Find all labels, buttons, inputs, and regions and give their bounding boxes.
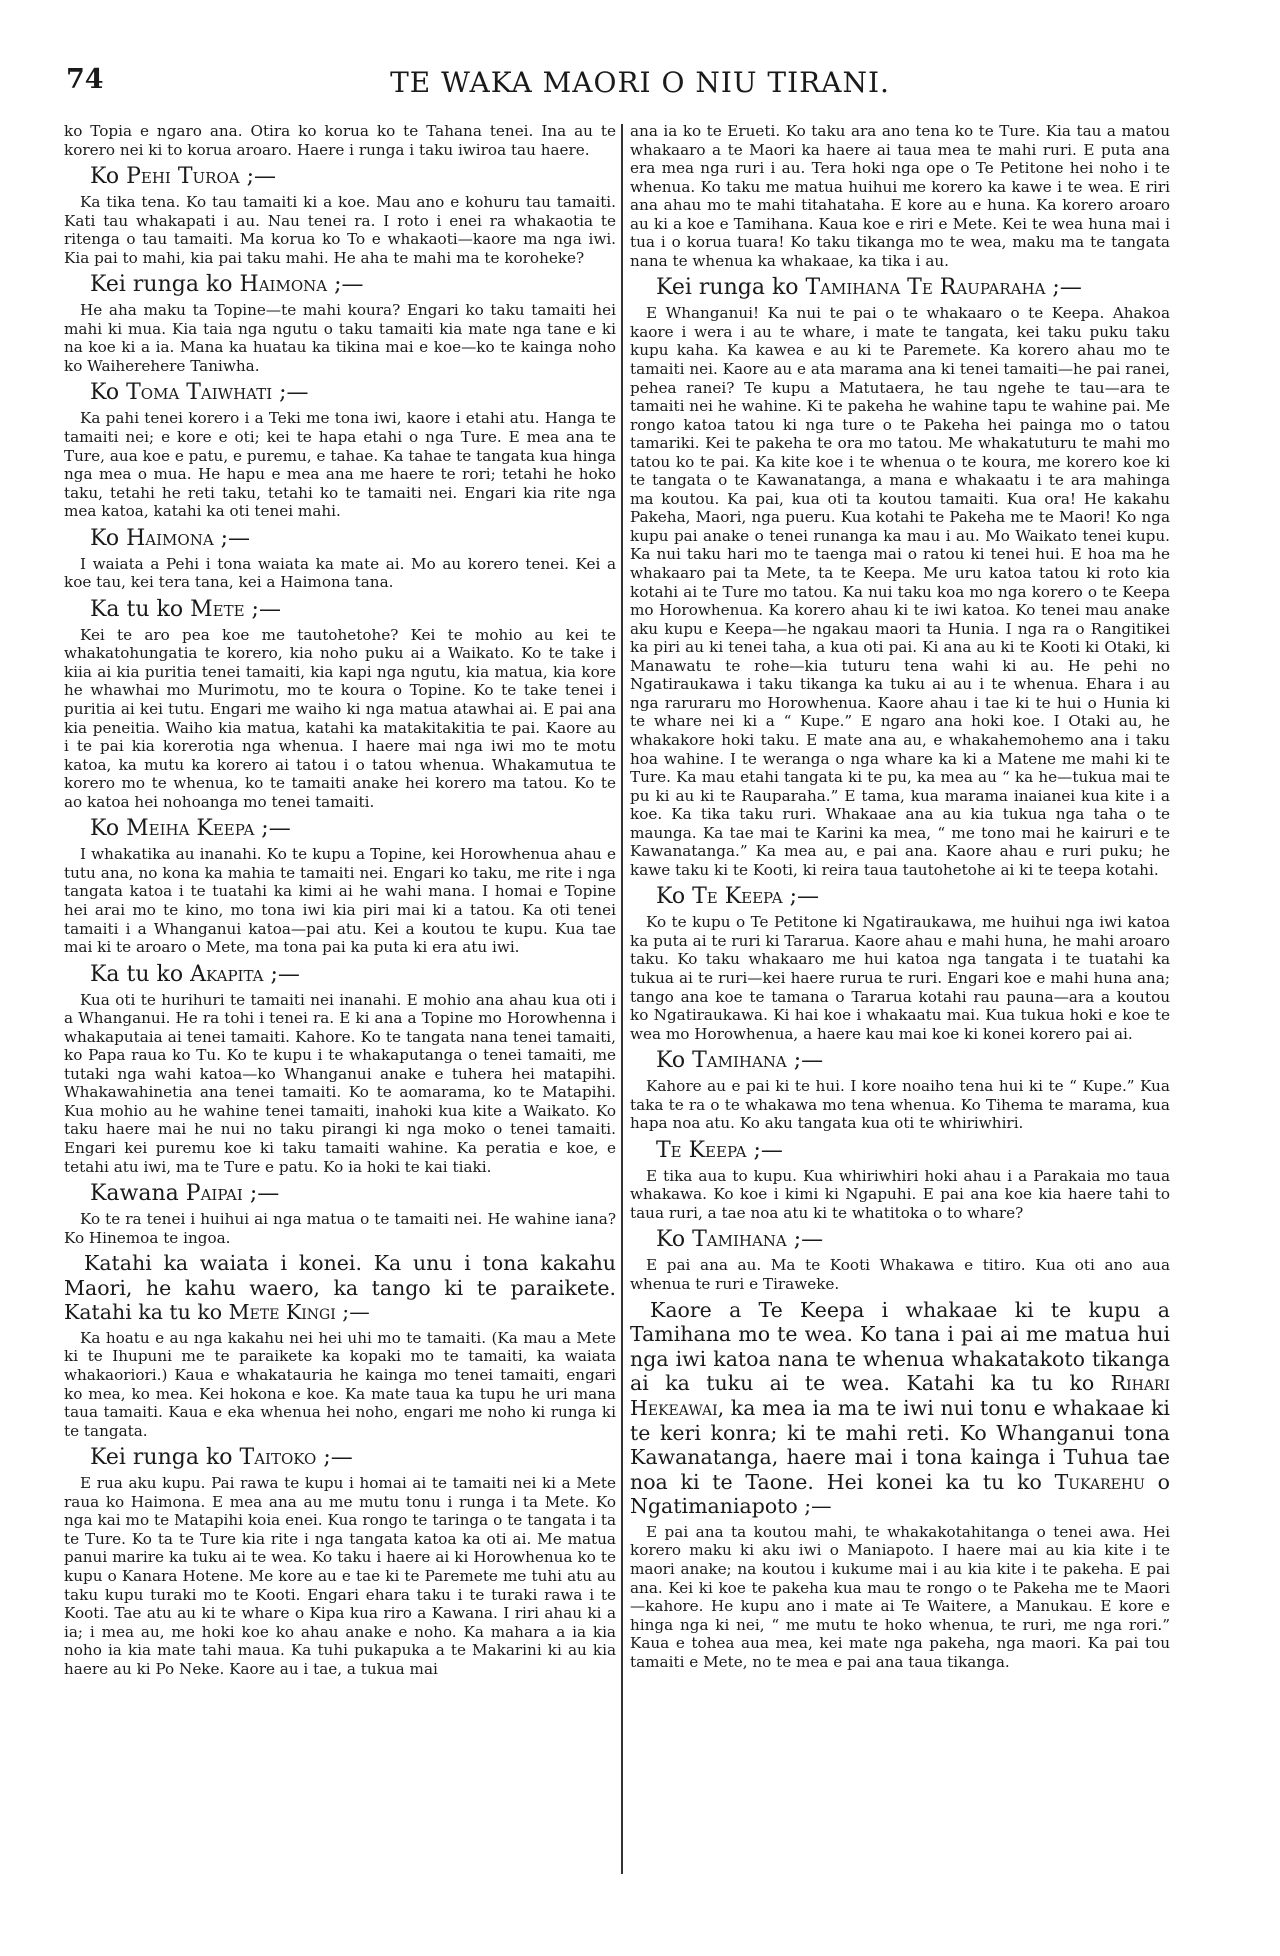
speaker-suffix: ;— (272, 380, 309, 406)
column-divider (621, 124, 623, 1874)
narrative-paragraph (630, 1298, 1170, 1519)
right-column (630, 122, 1170, 1671)
paragraph: Kua oti te hurihuri te tamaiti nei inanahi. E mohio ana ahau kua oti i a Whanganui. He ra tohi i tenei ra. E ki ana a Topine mo Horowhenna i whakaputaia ai tenei tamaiti. Kahore. Ko te tangata nana tenei tamaiti, ko Papa raua ko Tu. Ko te kupu i te whakaputanga o tenei tamaiti, me tutaki nga wahi katoa—ko Whanganui anake e tuhera hei matapihi. Whakawahinetia ana tenei tamaiti. Ko te aomarama, ko te Matapihi. Kua mohio au he wahine tenei tamaiti, inahoki kua kite a Waikato. Ko taku haere mai he nui no taku pirangi ki nga moko o tenei tamaiti. Engari kei puremu koe ki taku tamaiti wahine. Ka peratia e koe, e tetahi atu iwi, ma te Ture e patu. Ko ia hoki te kai tiaki. (64, 990, 616, 1176)
paragraph: Ko te ra tenei i huihui ai nga matua o te tamaiti nei. He wahine iana? Ko Hinemoa te ingoa. (64, 1210, 616, 1247)
speaker-suffix: ;— (786, 1227, 824, 1253)
speaker-prefix: Ko (656, 1048, 693, 1074)
speaker-heading (656, 883, 1170, 911)
speaker-name: Te Keepa (692, 884, 783, 910)
speaker-prefix: Ko (90, 164, 127, 190)
speaker-name: Meiha Keepa (126, 816, 255, 842)
speaker-suffix: ;— (316, 1445, 353, 1471)
speaker-heading (90, 271, 616, 299)
speaker-name: Mete (190, 596, 245, 622)
narrative-text: Katahi ka waiata i konei. Ka unu i tona kakahu Maori, he kahu waero, ka tango ki te paraikete. Katahi ka tu ko (64, 1251, 616, 1325)
narrative-text: o Ngatimaniapoto ;— (630, 1469, 1170, 1519)
speaker-name: Te Keepa (656, 1137, 747, 1163)
speaker-heading (90, 1180, 616, 1208)
paragraph: E pai ana ta koutou mahi, te whakakotahitanga o tenei awa. Hei korero maku ki aku iwi o Maniapoto. I haere mai au kia kite i te maori anake; na koutou i kukume mai i au kia kite i te pakeha. E pai ana. Kei ki koe te pakeha kua mau te rongo o te Pakeha me te Maori—kahore. He kupu ano i mate ai Te Waitere, a Manukau. E kore e hinga nga ki nei, “ me mutu te hoko whenua, te ruri, me nga rori.” Kaua e tohea aua mea, kei mate nga pakeha, nga maori. Ka pai tou tamaiti e Mete, no te mea e pai ana taua tikanga. (630, 1522, 1170, 1671)
paragraph: He aha maku ta Topine—te mahi koura? Engari ko taku tamaiti hei mahi ki mua. Kia taia nga ngutu o taku tamaiti kia mate nga tane e ki na koe ki a ia. Mana ka huatau ka tikina mai e koe—ko te kainga noho ko Waiherehere Taniwha. (64, 301, 616, 375)
speaker-heading (90, 525, 616, 553)
speaker-prefix: Ka tu ko (90, 596, 191, 622)
narrative-text: Kaore a Te Keepa i whakaae ki te kupu a Tamihana mo te wea. Ko tana i pai ai me matua hui nga iwi katoa nana te whenua whakatakoto tikanga ai ka tuku ai te wea. Katahi ka tu ko (630, 1297, 1170, 1396)
person-name: Tukarehu (1054, 1469, 1145, 1494)
speaker-name: Taitoko (239, 1445, 317, 1471)
speaker-heading (90, 961, 616, 989)
page-number: 74 (66, 64, 104, 95)
paragraph: E pai ana au. Ma te Kooti Whakawa e titiro. Kua oti ano aua whenua te ruri e Tiraweke. (630, 1256, 1170, 1293)
paragraph: Ka hoatu e au nga kakahu nei hei uhi mo te tamaiti. (Ka mau a Mete ki te Ihupuni me te paraikete ka kopaki mo te tamaiti, ka waiata whakaoriori.) Kaua e whakatauria he kainga mo tenei tamaiti, engari ko mea, ko mea. Kei hokona e koe. Ka mate taua ka tupu he uri mana taua tamaiti. Kaua e eka whenua hei noho, engari me noho ki runga ki te tangata. (64, 1328, 616, 1440)
speaker-suffix: ;— (782, 884, 819, 910)
speaker-heading (656, 1137, 1170, 1165)
masthead-title: TE WAKA MAORI O NIU TIRANI. (390, 66, 890, 99)
speaker-suffix: ;— (786, 1048, 824, 1074)
speaker-suffix: ;— (213, 525, 251, 551)
speaker-prefix: Ka tu ko (90, 961, 191, 987)
left-column (64, 122, 616, 1678)
speaker-suffix: ;— (239, 164, 276, 190)
speaker-name: Haimona (126, 525, 214, 551)
speaker-suffix: ;— (244, 596, 281, 622)
paragraph: Ka pahi tenei korero i a Teki me tona iwi, kaore i etahi atu. Hanga te tamaiti nei; e kore e oti; kei te hapa etahi o nga Ture. E mea ana te Ture, aua koe e patu, e puremu, e tahae. Ka tahae te tangata kua hinga nga mea o mua. He hapu e mea ana me haere te rori; tetahi he hoko taku, tetahi he reti taku, tetahi ko te tamaiti nei. Engari kia rite nga mea katoa, katahi ka oti tenei mahi. (64, 409, 616, 521)
speaker-prefix: Ko (656, 1227, 693, 1253)
speaker-suffix: ;— (254, 816, 291, 842)
paragraph: E tika aua to kupu. Kua whiriwhiri hoki ahau i a Parakaia mo taua whakawa. Ko koe i kimi ki Ngapuhi. E pai ana koe kia haere tahi to taua ruri, a tae noa atu ki te whatitoka o to whare? (630, 1166, 1170, 1222)
speaker-prefix: Kei runga ko (656, 275, 806, 301)
speaker-prefix: Ko (90, 380, 127, 406)
speaker-name: Tamihana (692, 1048, 787, 1074)
paragraph: ko Topia e ngaro ana. Otira ko korua ko te Tahana tenei. Ina au te korero nei ki to korua aroaro. Haere i runga i taku iwiroa tau haere. (64, 122, 616, 159)
narrative-text: , ka mea ia ma te iwi nui tonu e whakaae ki te keri konra; ki te mahi reti. Ko Whanganui tona Kawanatanga, haere mai i tona kainga i Tuhua tae noa ki te Taone. Hei konei ka tu ko (630, 1395, 1170, 1494)
speaker-suffix: ;— (1045, 275, 1082, 301)
speaker-name: Tamihana Te Rauparaha (805, 275, 1046, 301)
speaker-name: Toma Taiwhati (126, 380, 273, 406)
speaker-name: Akapita (190, 961, 264, 987)
speaker-suffix: ;— (746, 1137, 783, 1163)
speaker-heading (656, 274, 1170, 302)
speaker-suffix: ;— (327, 272, 364, 298)
speaker-prefix: Kei runga ko (90, 1445, 240, 1471)
paragraph: I waiata a Pehi i tona waiata ka mate ai. Mo au korero tenei. Kei a koe tau, kei tera tana, kei a Haimona tana. (64, 554, 616, 592)
speaker-prefix: Kawana (90, 1181, 186, 1207)
speaker-heading (90, 815, 616, 843)
speaker-heading (90, 596, 616, 624)
paragraph: Ka tika tena. Ko tau tamaiti ki a koe. Mau ano e kohuru tau tamaiti. Kati tau whakapati i au. Nau tenei ra. I roto i enei ra whakaotia te ritenga o tau tamaiti. Ma korua ko To e whakaoti—kaore ma nga iwi. Kia pai to mahi, kia pai taku mahi. He aha te mahi ma te koroheke? (64, 193, 616, 267)
narrative-text: ;— (335, 1300, 370, 1325)
narrative-paragraph (64, 1251, 616, 1325)
speaker-prefix: Ko (656, 884, 693, 910)
person-name: Mete Kingi (228, 1300, 336, 1325)
paragraph: Ko te kupu o Te Petitone ki Ngatiraukawa, me huihui nga iwi katoa ka puta ai te ruri ki Tararua. Kaore ahau e mahi huna, he mahi aroaro taku. Ko taku whakaaro me hui katoa nga tangata i te tuatahi ka tukua ai te ruri—kei haere rurua te ruri. Engari koe e mahi huna ana; tango ana koe te tamana o Tararua kotahi rau pauna—ara a koutou ko Ngatiraukawa. Ki hai koe i whakaatu mai. Kua tukua hoki e koe te wea mo Horowhenua, a haere kau mai koe ki konei korero pai ai. (630, 913, 1170, 1043)
paragraph: E rua aku kupu. Pai rawa te kupu i homai ai te tamaiti nei ki a Mete raua ko Haimona. E mea ana au me mutu tonu i runga i ta Mete. Ko nga kai mo te Matapihi koia enei. Kua rongo te taringa o te tangata i ta te Ture. Ko ta te Ture kia rite i nga tangata katoa ka oti ai. Me matua panui marire ka tuku ai te wea. Ko taku i haere ai ki Horowhenua ko te kupu o Kanara Hotene. Me kore au e tae ki te Paremete me tuhi atu au taku kupu turaki mo te Kooti. Engari ehara taku i te turaki rawa i te Kooti. Tae atu au ki te whare o Kipa kua riro a Kawana. I riri ahau ki a ia; i mea au, me hoki koe ko ahau anake e noho. Ka mahara a ia kia noho ia kia mate tahi maua. Ka tuhi pukapuka a te Makarini ki au kia haere au ki Po Neke. Kaore au i tae, a tukua mai (64, 1474, 616, 1678)
paragraph: E Whanganui! Ka nui te pai o te whakaaro o te Keepa. Ahakoa kaore i wera i au te whare, i mate te tangata, kei taku puku taku kupu kaha. Ka kawea e au ki te Paremete. Ka korero ahau mo te tamaiti nei. Kaore au e ata marama ana ki tenei tamaiti—he pai ranei, pehea ranei? Te kupu a Matutaera, he tau ngehe te tau—ara te tamaiti nei he wahine. Ki te pakeha he wahine tapu te wahine pai. Me rongo katoa tatou ki nga ture o te Pakeha hei painga mo o tatou tamariki. Kei te pakeha te ora mo tatou. Me whakatuturu te mahi mo tatou ko te pai. Ka kite koe i te whenua o te koura, me korero koe ki te tangata o te Kawanatanga, a mana e whakaatu i te ara mahinga ma koutou. Ka pai, kua oti ta koutou tamaiti. Kua ora! He kakahu Pakeha, Maori, nga pueru. Kua kotahi te Pakeha me te Maori! Ko nga kupu pai anake o tenei runanga ka mau i au. Mo Waikato tenei kupu. Ka nui taku hari mo te taenga mai o ratou ki tenei hui. E hoa ma he whakaaro pai ta Mete, ta te Keepa. Me uru katoa tatou ki roto kia kotahi ai te Ture mo tatou. Ka nui taku koa mo nga korero o te Keepa mo Horowhenua. Ka korero ahau ki te iwi katoa. Ko tenei mau anake aku kupu e Keepa—he ngakau maori ta Hunia. I nga ra o Rangitikei ka piri au ki tenei taha, a kua oti pai. Ki ana au ki te Kooti ki Otaki, ki Manawatu te rohe—kia tuturu tena wahi ki au. He pehi no Ngatiraukawa i taku tikanga ka tuku ai au i te whenua. Ehara i au nga raruraru mo Horowhenua. Kaore ahau i tae ki te hui o Hunia ki te whare nei ki a “ Kupe.” E ngaro ana hoki koe. I Otaki au, he whakakore hoki taku. E mate ana au, e whakahemohemo ana i taku hoa wahine. I te weranga o nga whare ka ki a Matene me mahi ki te Ture. Ka mau etahi tangata ki te pu, ka mea au “ ka he—tukua mai te pu ki au ki te Rauparaha.” E tama, kua marama inaianei kua kite i a koe. Ka tika taku ruri. Whakaae ana au kia tukua nga taha o te maunga. Ka tae mai te Karini ka mea, “ me tono mai he kairuri e te Kawanatanga.” Ka mea au, e pai ana. Kaore ahau e ruri puku; he kawe taku ki te Kooti, ki reira taua tautohetohe ai ki te teepa kotahi. (630, 304, 1170, 879)
speaker-heading (656, 1047, 1170, 1075)
speaker-name: Tamihana (692, 1227, 787, 1253)
speaker-prefix: Ko (90, 816, 127, 842)
paragraph: Kei te aro pea koe me tautohetohe? Kei te mohio au kei te whakatohungatia te korero, kia noho puku ai a Waikato. Ko te take i kiia ai kia puritia tenei tamaiti, kia kapi nga ngutu, kia matua, kia kore he whawhai mo Murimotu, mo te koura o Topine. Ko te take tenei i puritia ai kei tutu. Engari me waiho ki nga matua atawhai ai. E pai ana kia peneitia. Waiho kia matua, katahi ka matakitakitia te pai. Kaore au i te pai kia korerotia nga whenua. I haere mai nga iwi mo te motu katoa, ka mutu ka korero ai tatou i o tatou whenua. Whakamutua te korero mo te whenua, ko te tamaiti anake hei korero ma tatou. Ko te ao katoa hei nohoanga mo tenei tamaiti. (64, 625, 616, 811)
speaker-name: Paipai (185, 1181, 243, 1207)
speaker-heading (90, 163, 616, 191)
speaker-suffix: ;— (242, 1181, 280, 1207)
speaker-name: Haimona (239, 272, 328, 298)
person-name: Rihari Hekeawai (630, 1371, 1170, 1420)
speaker-heading (90, 1444, 616, 1472)
speaker-prefix: Kei runga ko (90, 272, 240, 298)
speaker-heading (656, 1226, 1170, 1254)
paragraph: I whakatika au inanahi. Ko te kupu a Topine, kei Horowhenua ahau e tutu ana, no kona ka mahia te tamaiti nei. Engari ko taku, me rite i nga tangata katoa i te tuatahi ka kimi ai he wahi mana. I homai e Topine hei arai mo te kino, mo tona iwi kia piri mai ki a tatou. Ka oti tenei tamaiti i a Whanganui katoa—pai atu. Kei a koutou te kupu. Kua tae mai ki te aroaro o Mete, ma tona pai ka puta ki era atu iwi. (64, 845, 616, 957)
paragraph: Kahore au e pai ki te hui. I kore noaiho tena hui ki te “ Kupe.” Kua taka te ra o te whakawa mo tena whenua. Ko Tihema te marama, kua hapa noa atu. Ko aku tangata kua oti te whiriwhiri. (630, 1077, 1170, 1133)
speaker-prefix: Ko (90, 525, 127, 551)
paragraph: ana ia ko te Erueti. Ko taku ara ano tena ko te Ture. Kia tau a matou whakaaro a te Maori ka haere ai taua mea te mahi ruri. E puta ana era mea nga ruri i au. Tera hoki nga ope o Te Petitone hei noho i te whenua. Ko taku me matua huihui me korero ka kawe i te wea. E riri ana ahau mo te mahi titahataha. E kore au e huna. Ka korero aroaro au ki a koe e Tamihana. Kaua koe e riri e Mete. Kei te wea huna mai i tua i o korua tuara! Ko taku tikanga mo te wea, maku ma te tangata nana te whenua ka whakaae, ka tika i au. (630, 122, 1170, 270)
speaker-name: Pehi Turoa (126, 164, 240, 190)
speaker-suffix: ;— (263, 961, 300, 987)
speaker-heading (90, 379, 616, 407)
